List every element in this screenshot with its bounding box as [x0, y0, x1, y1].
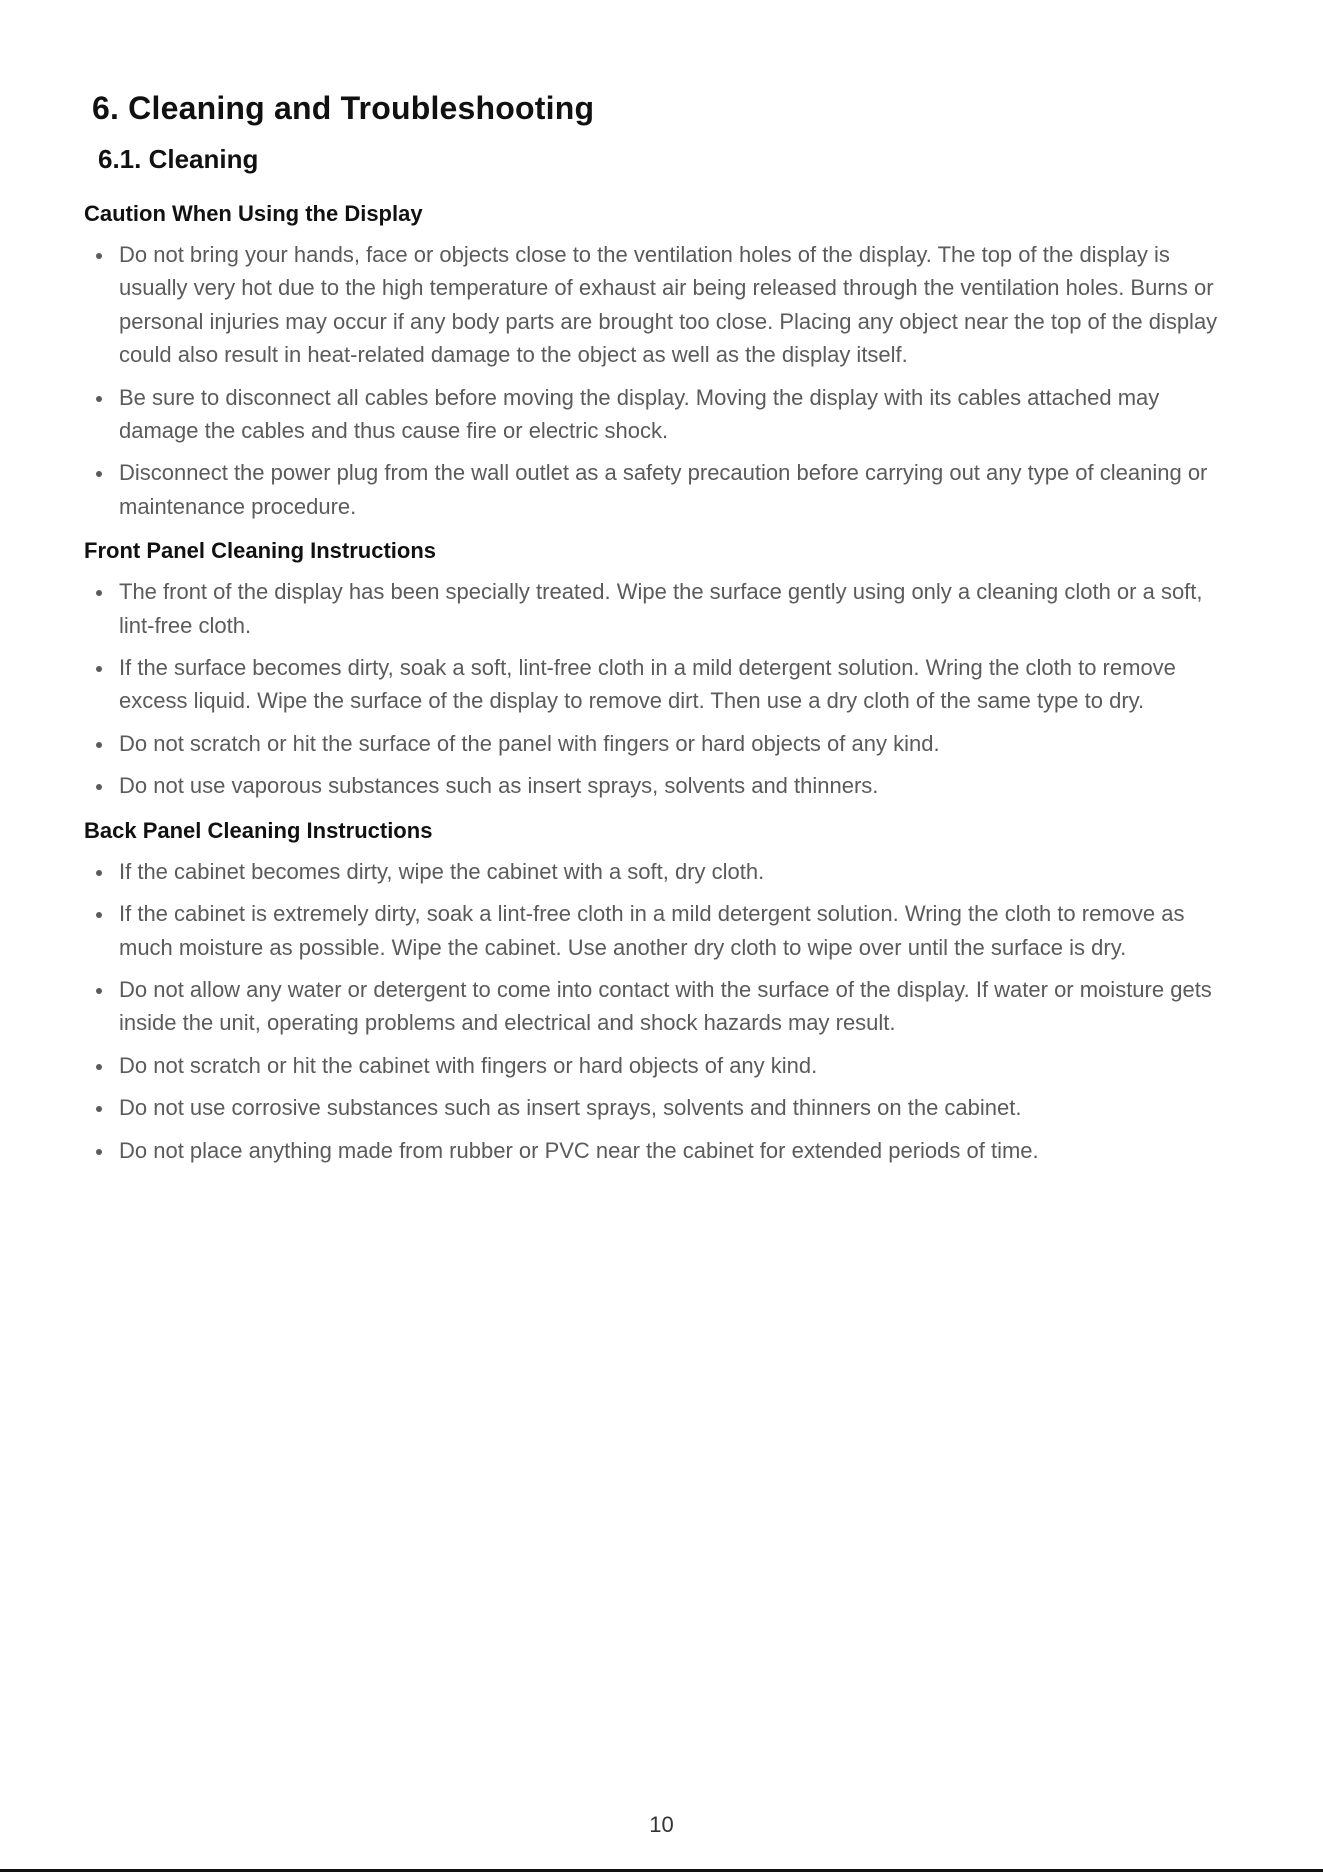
- bullet-icon: [96, 742, 102, 748]
- bullet-icon: [96, 471, 102, 477]
- section-front-panel: [84, 535, 1244, 802]
- list-item: [84, 238, 1244, 372]
- list-item-text: The front of the display has been specially treated. Wipe the surface gently using only a cleaning cloth or a soft, lint-free cloth.: [119, 579, 1203, 638]
- bullet-icon: [96, 396, 102, 402]
- bullet-icon: [96, 870, 102, 876]
- section-title: 6.1. Cleaning: [98, 144, 259, 174]
- section-heading: Front Panel Cleaning Instructions: [84, 538, 437, 564]
- list-item: [84, 651, 1244, 718]
- list-item: [84, 1091, 1244, 1124]
- section-heading: Back Panel Cleaning Instructions: [84, 817, 433, 843]
- list-item-text: Do not allow any water or detergent to come into contact with the surface of the display. If water or moisture gets inside the unit, operating problems and electrical and shock hazards may result.: [119, 976, 1212, 1036]
- bullet-icon: [96, 912, 102, 918]
- bullet-icon: [96, 666, 102, 672]
- list-item: [84, 1049, 1244, 1082]
- list-item: [84, 973, 1244, 1040]
- chapter-title: 6. Cleaning and Troubleshooting: [92, 90, 595, 126]
- bullet-list: [84, 238, 1244, 523]
- bullet-icon: [96, 784, 102, 790]
- list-item-text: Do not scratch or hit the surface of the panel with fingers or hard objects of any kind.: [119, 730, 940, 756]
- list-item-text: Do not scratch or hit the cabinet with fingers or hard objects of any kind.: [119, 1052, 818, 1078]
- list-item-text: Do not use vaporous substances such as insert sprays, solvents and thinners.: [119, 773, 879, 799]
- bullet-list: [84, 575, 1244, 802]
- list-item-text: Disconnect the power plug from the wall outlet as a safety precaution before carrying out any type of cleaning or maintenance procedure.: [119, 460, 1208, 519]
- bullet-icon: [96, 988, 102, 994]
- section-heading: Caution When Using the Display: [84, 201, 423, 226]
- bullet-icon: [96, 1149, 102, 1155]
- list-item-text: Be sure to disconnect all cables before moving the display. Moving the display with its cables attached may damage the cables and thus cause fire or electric shock.: [119, 384, 1160, 444]
- bullet-icon: [96, 253, 102, 259]
- content: [84, 198, 1244, 1176]
- list-item: [84, 1134, 1244, 1167]
- page-number: 10: [649, 1812, 674, 1837]
- list-item: [84, 456, 1244, 523]
- bullet-list: [84, 855, 1244, 1167]
- list-item-text: Do not use corrosive substances such as insert sprays, solvents and thinners on the cabinet.: [119, 1095, 1022, 1121]
- list-item-text: Do not bring your hands, face or objects close to the ventilation holes of the display. The top of the display is usually very hot due to the high temperature of exhaust air being released through the ventilation holes. Burns or personal injuries may occur if any body parts are brought too close. Placing any object near the top of the display could also result in heat-related damage to the object as well as the display itself.: [119, 242, 1218, 368]
- list-item: [84, 769, 1244, 802]
- section-caution: [84, 198, 1244, 523]
- list-item: [84, 575, 1244, 642]
- bullet-icon: [96, 1064, 102, 1070]
- list-item-text: If the cabinet becomes dirty, wipe the cabinet with a soft, dry cloth.: [119, 858, 765, 884]
- list-item: [84, 897, 1244, 964]
- bullet-icon: [96, 1106, 102, 1112]
- list-item-text: If the surface becomes dirty, soak a soft, lint-free cloth in a mild detergent solution. Wring the cloth to remove excess liquid. Wipe the surface of the display to remove dirt. Then use a dry cloth of the same type to dry.: [119, 655, 1176, 714]
- bullet-icon: [96, 590, 102, 596]
- list-item: [84, 727, 1244, 760]
- list-item-text: Do not place anything made from rubber or PVC near the cabinet for extended periods of time.: [119, 1137, 1039, 1163]
- section-back-panel: [84, 815, 1244, 1167]
- list-item: [84, 855, 1244, 888]
- list-item-text: If the cabinet is extremely dirty, soak a lint-free cloth in a mild detergent solution. Wring the cloth to remove as much moisture as possible. Wipe the cabinet. Use another dry cloth to wipe over until the surface is dry.: [119, 901, 1185, 960]
- list-item: [84, 381, 1244, 448]
